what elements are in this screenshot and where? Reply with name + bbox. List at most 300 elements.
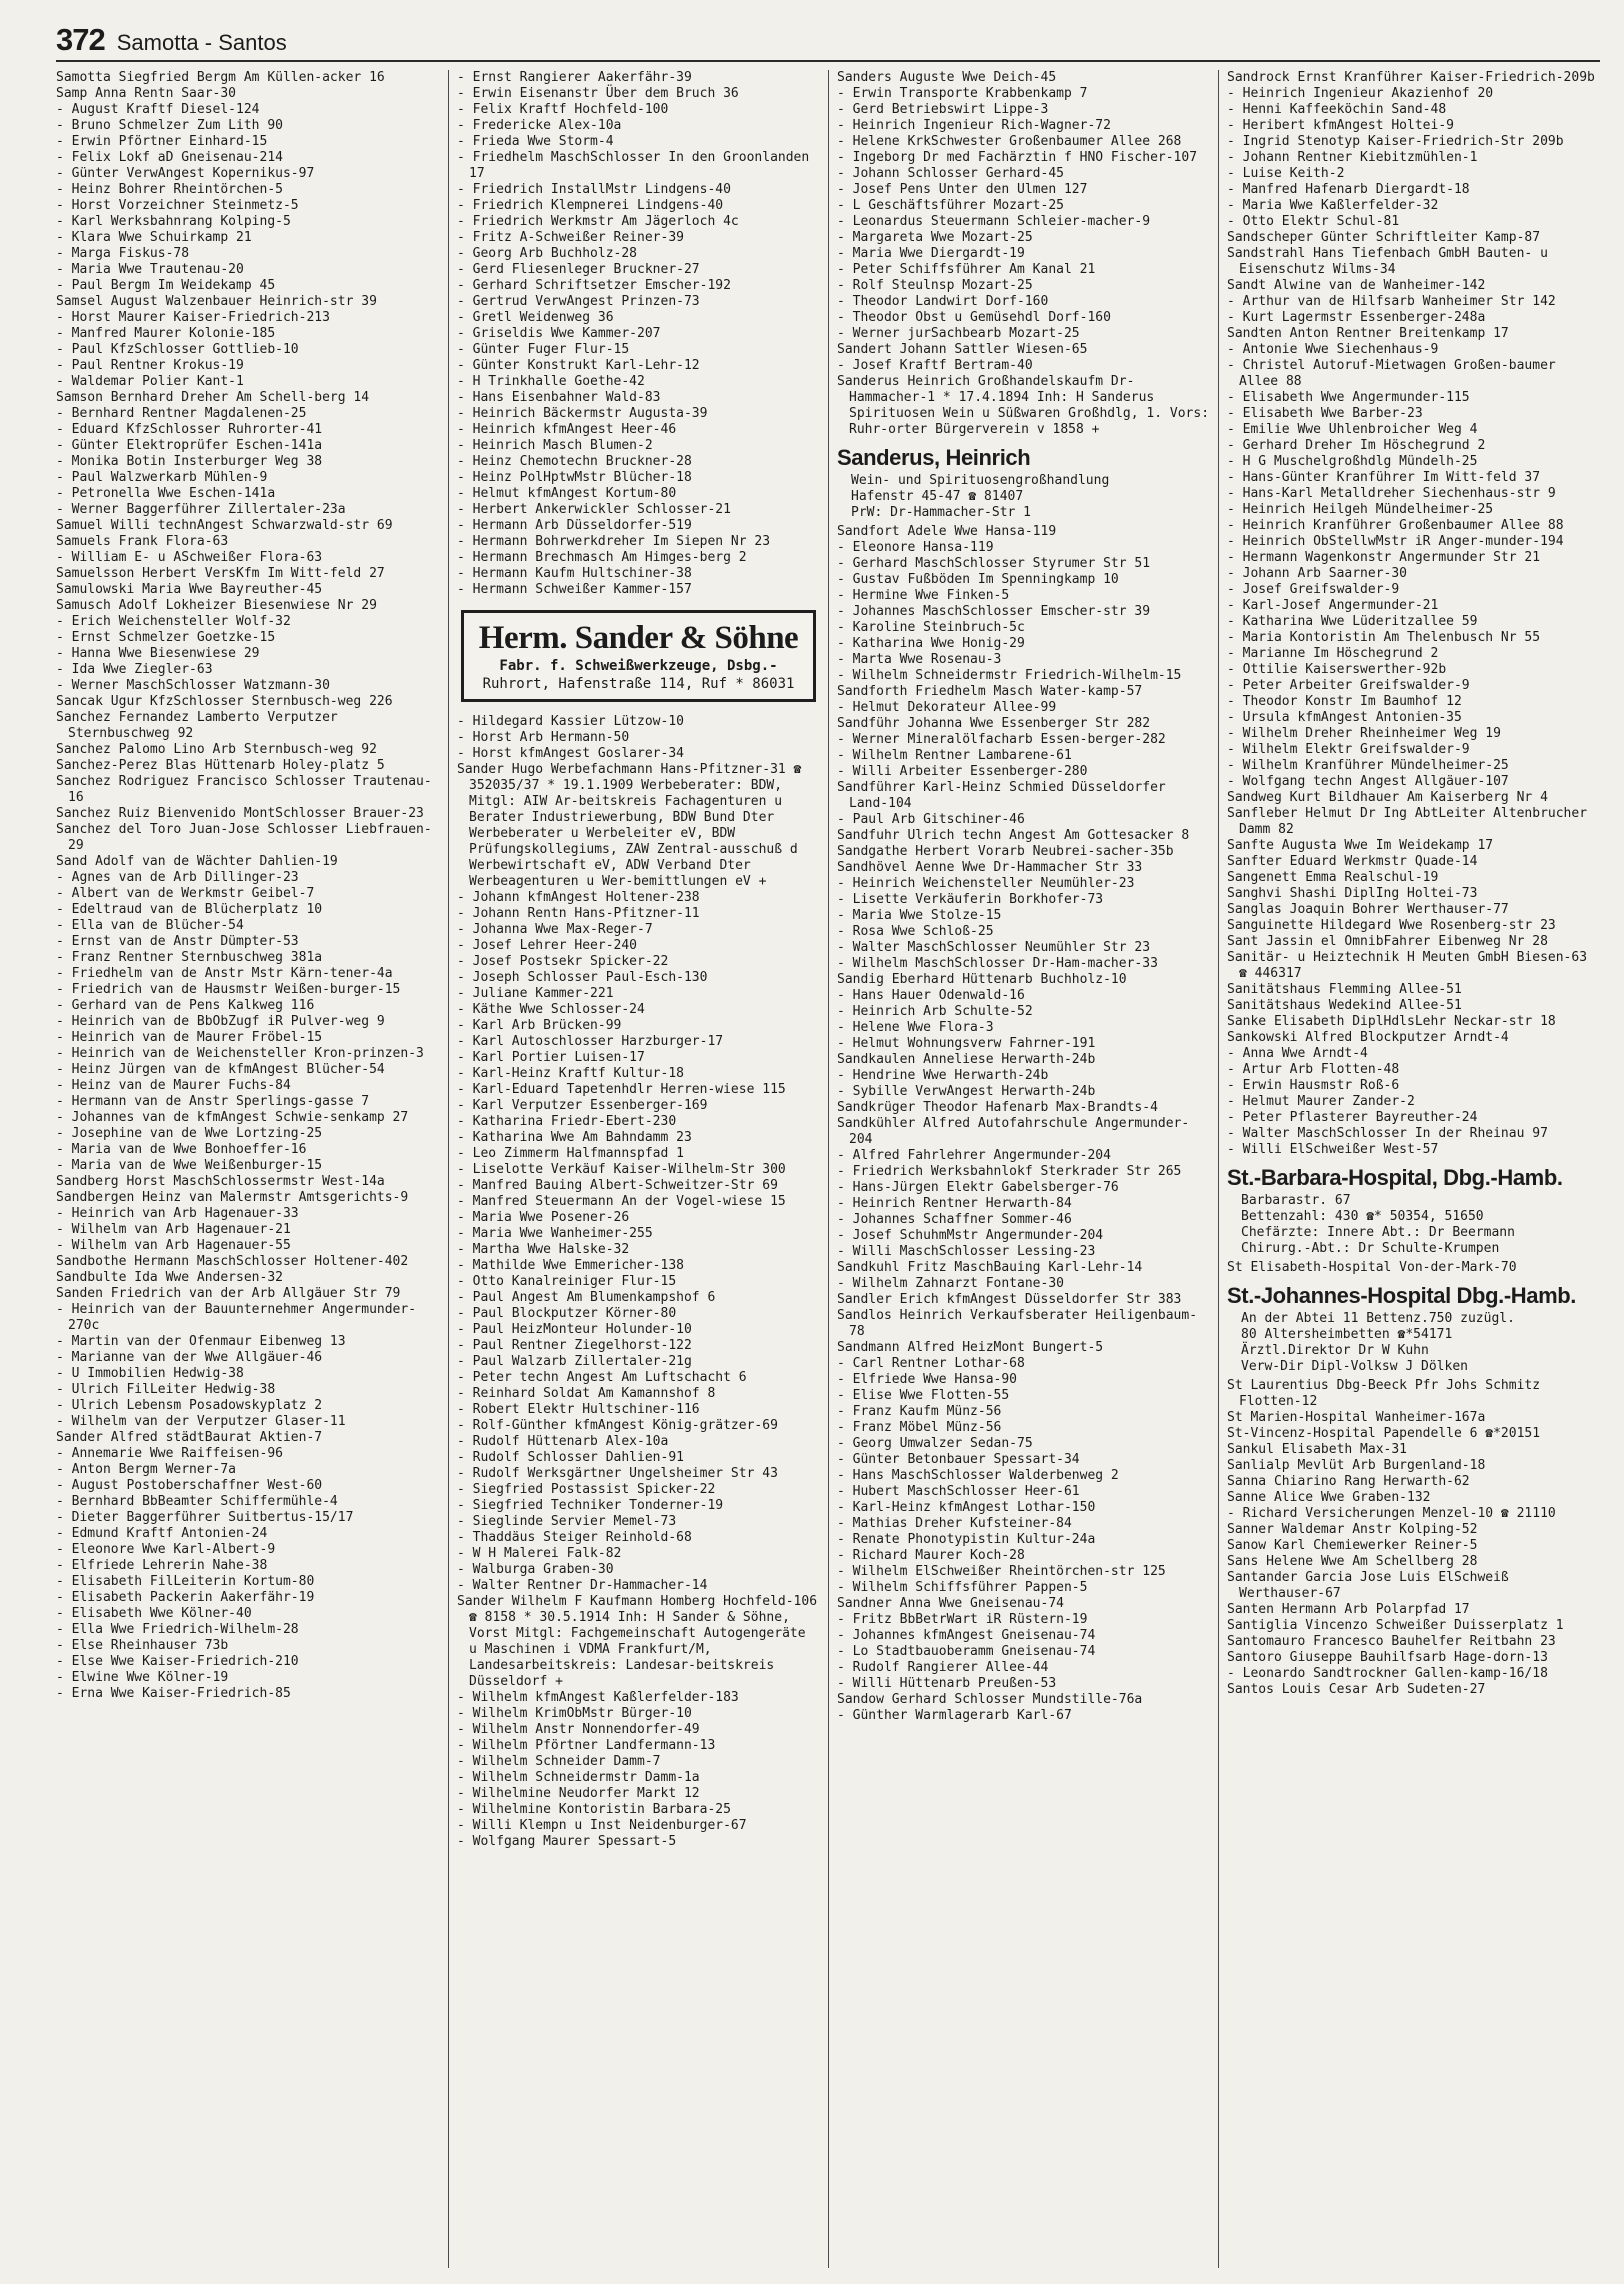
directory-entry: - Katharina Wwe Lüderitzallee 59 [1227, 614, 1478, 629]
directory-entry: - Robert Elektr Hultschiner-116 [457, 1402, 700, 1417]
directory-entry: - Johann kfmAngest Holtener-238 [457, 890, 700, 905]
directory-entry: - Hermann Bohrwerkdreher Im Siepen Nr 23 [457, 534, 771, 549]
advertisement-herm-sander [461, 610, 816, 702]
directory-entry: Sanchez Fernandez Lamberto Verputzer Sternbuschweg 92 [56, 710, 338, 741]
directory-entry: Samp Anna Rentn Saar-30 [56, 86, 237, 101]
directory-entry: - Erwin Eisenanstr Über dem Bruch 36 [457, 86, 739, 101]
directory-entry: - H Trinkhalle Goethe-42 [457, 374, 645, 389]
directory-entry: Sandweg Kurt Bildhauer Am Kaiserberg Nr 4 [1227, 790, 1548, 805]
directory-entry: - Eleonore Hansa-119 [837, 540, 994, 555]
directory-entry: - Fritz A-Schweißer Reiner-39 [457, 230, 684, 245]
directory-entry: - Paul Rentner Krokus-19 [56, 358, 244, 373]
directory-entry: Samuel Willi technAngest Schwarzwald-str 69 [56, 518, 393, 533]
directory-entry: Sanders Auguste Wwe Deich-45 [837, 70, 1057, 85]
directory-entry: - Antonie Wwe Siechenhaus-9 [1227, 342, 1439, 357]
directory-entry: Sandbergen Heinz van Malermstr Amtsgerichts-9 [56, 1190, 409, 1205]
directory-entry: Sandner Anna Wwe Gneisenau-74 [837, 1596, 1064, 1611]
directory-entry: Sanke Elisabeth DiplHdlsLehr Neckar-str 18 [1227, 1014, 1556, 1029]
directory-entry: - Heinz PolHptwMstr Blücher-18 [457, 470, 692, 485]
directory-entry: - Johann Arb Saarner-30 [1227, 566, 1408, 581]
directory-entry: - Hildegard Kassier Lützow-10 [457, 714, 684, 729]
directory-entry: - Hermann Schweißer Kammer-157 [457, 582, 692, 597]
directory-entry: - Walter MaschSchlosser In der Rheinau 97 [1227, 1126, 1548, 1141]
directory-entry: - Heinrich Ingenieur Rich-Wagner-72 [837, 118, 1111, 133]
directory-entry: - Wilhelm Rentner Lambarene-61 [837, 748, 1072, 763]
directory-entry: - Luise Keith-2 [1227, 166, 1345, 181]
directory-entry: - Josef Postsekr Spicker-22 [457, 954, 669, 969]
directory-entry: - Elfriede Wwe Hansa-90 [837, 1372, 1018, 1387]
directory-entry: - Käthe Wwe Schlosser-24 [457, 1002, 645, 1017]
directory-entry: - Heinrich Kranführer Großenbaumer Allee 88 [1227, 518, 1564, 533]
directory-entry: - Ernst van de Anstr Dümpter-53 [56, 934, 299, 949]
directory-entry: - Lisette Verkäuferin Borkhofer-73 [837, 892, 1104, 907]
hospital-detail: Chirurg.-Abt.: Dr Schulte-Krumpen [1241, 1241, 1500, 1256]
directory-entry: - Reinhard Soldat Am Kamannshof 8 [457, 1386, 716, 1401]
directory-entry: Sandhövel Aenne Wwe Dr-Hammacher Str 33 [837, 860, 1143, 875]
directory-entry: - Wilhelm Zahnarzt Fontane-30 [837, 1276, 1064, 1291]
directory-entry: - Karl-Josef Angermunder-21 [1227, 598, 1439, 613]
directory-entry: Sanderus Heinrich Großhandelskaufm Dr-Hammacher-1 * 17.4.1894 Inh: H Sanderus Spirituosen Wein u Süßwaren Großhdlg, 1. Vors: Ruhr-orter Bürgerverein v 1858 + [837, 374, 1210, 437]
directory-entry: Sandfuhr Ulrich techn Angest Am Gottesacker 8 [837, 828, 1190, 843]
ad-line-2: Ruhrort, Hafenstraße 114, Ruf * 86031 [482, 676, 795, 692]
directory-entry: - Anna Wwe Arndt-4 [1227, 1046, 1368, 1061]
page-number: 372 [56, 22, 105, 57]
directory-entry: - Ursula kfmAngest Antonien-35 [1227, 710, 1462, 725]
directory-entry: St Elisabeth-Hospital Von-der-Mark-70 [1227, 1260, 1517, 1275]
directory-entry: Sanchez-Perez Blas Hüttenarb Holey-platz 5 [56, 758, 385, 773]
hospital-st-barbara [1227, 1164, 1596, 1257]
directory-entry: - Maria van de Wwe Bonhoeffer-16 [56, 1142, 307, 1157]
directory-entry: - Franz Möbel Münz-56 [837, 1420, 1002, 1435]
directory-entry: - Katharina Wwe Am Bahndamm 23 [457, 1130, 692, 1145]
directory-entry: - Elisabeth Packerin Aakerfähr-19 [56, 1590, 315, 1605]
directory-entry: Sandmann Alfred HeizMont Bungert-5 [837, 1340, 1104, 1355]
directory-entry: - Kurt Lagermstr Essenberger-248a [1227, 310, 1486, 325]
directory-entry: - Friedrich Klempnerei Lindgens-40 [457, 198, 724, 213]
directory-entry: Sanfleber Helmut Dr Ing AbtLeiter Altenbrucher Damm 82 [1227, 806, 1588, 837]
directory-entry: - Rosa Wwe Schloß-25 [837, 924, 994, 939]
directory-entry: - Juliane Kammer-221 [457, 986, 614, 1001]
directory-entry: - Wilhelm Schneidermstr Friedrich-Wilhelm-15 [837, 668, 1182, 683]
directory-entry: Sanchez del Toro Juan-Jose Schlosser Liebfrauen-29 [56, 822, 432, 853]
directory-entry: - Ernst Rangierer Aakerfähr-39 [457, 70, 692, 85]
directory-entry: - Karl Verputzer Essenberger-169 [457, 1098, 708, 1113]
directory-entry: - Heinrich van Arb Hagenauer-33 [56, 1206, 299, 1221]
directory-entry: Samusch Adolf Lokheizer Biesenwiese Nr 29 [56, 598, 377, 613]
directory-entry: - Georg Umwalzer Sedan-75 [837, 1436, 1033, 1451]
directory-entry: - Maria Wwe Kaßlerfelder-32 [1227, 198, 1439, 213]
directory-entry: Sand Adolf van de Wächter Dahlien-19 [56, 854, 338, 869]
directory-entry: - Heinrich kfmAngest Heer-46 [457, 422, 677, 437]
directory-entry: Sandig Eberhard Hüttenarb Buchholz-10 [837, 972, 1127, 987]
directory-entry: - Paul Blockputzer Körner-80 [457, 1306, 677, 1321]
directory-entry: - Heinrich Heilgeh Mündelheimer-25 [1227, 502, 1494, 517]
directory-entry: - Friedrich Werksbahnlokf Sterkrader Str 265 [837, 1164, 1182, 1179]
directory-entry: - Theodor Landwirt Dorf-160 [837, 294, 1049, 309]
directory-entry: - Christel Autoruf-Mietwagen Großen-baumer Allee 88 [1227, 358, 1556, 389]
directory-entry: - Albert van de Werkmstr Geibel-7 [56, 886, 315, 901]
directory-entry: Sandführ Johanna Wwe Essenberger Str 282 [837, 716, 1151, 731]
column-2 [449, 70, 829, 2268]
directory-entry: - Thaddäus Steiger Reinhold-68 [457, 1530, 692, 1545]
directory-entry: - Erwin Pförtner Einhard-15 [56, 134, 268, 149]
directory-entry: - Georg Arb Buchholz-28 [457, 246, 638, 261]
directory-entry: - Anton Bergm Werner-7a [56, 1462, 237, 1477]
directory-entry: - Maria Wwe Trautenau-20 [56, 262, 244, 277]
directory-entry: - Dieter Baggerführer Suitbertus-15/17 [56, 1510, 354, 1525]
directory-entry: - Hans Eisenbahner Wald-83 [457, 390, 661, 405]
directory-entry: - Maria van de Wwe Weißenburger-15 [56, 1158, 323, 1173]
directory-entry: - Josef Kraftf Bertram-40 [837, 358, 1033, 373]
directory-entry: - Paul Walzarb Zillertaler-21g [457, 1354, 692, 1369]
directory-entry: - Heinrich Bäckermstr Augusta-39 [457, 406, 708, 421]
directory-entry: - Heinrich Rentner Herwarth-84 [837, 1196, 1072, 1211]
hospital-detail: Barbarastr. 67 [1241, 1193, 1351, 1208]
directory-entry: Santos Louis Cesar Arb Sudeten-27 [1227, 1682, 1486, 1697]
directory-entry: Sandt Alwine van de Wanheimer-142 [1227, 278, 1486, 293]
directory-entry: - Erwin Transporte Krabbenkamp 7 [837, 86, 1088, 101]
directory-entry: - Wilhelm Anstr Nonnendorfer-49 [457, 1722, 700, 1737]
directory-entry: - Wilhelm Schiffsführer Pappen-5 [837, 1580, 1088, 1595]
directory-entry: - Liselotte Verkäuf Kaiser-Wilhelm-Str 300 [457, 1162, 786, 1177]
directory-entry: - Horst Maurer Kaiser-Friedrich-213 [56, 310, 330, 325]
directory-entry: - Hermann Kaufm Hultschiner-38 [457, 566, 692, 581]
directory-entry: - Leo Zimmerm Halfmannspfad 1 [457, 1146, 684, 1161]
directory-entry: - Walter Rentner Dr-Hammacher-14 [457, 1578, 708, 1593]
directory-entry: - H G Muschelgroßhdlg Mündelh-25 [1227, 454, 1478, 469]
directory-entry: - Heinz Jürgen van de kfmAngest Blücher-54 [56, 1062, 385, 1077]
directory-entry: - Johannes kfmAngest Gneisenau-74 [837, 1628, 1096, 1643]
directory-entry: Sandstrahl Hans Tiefenbach GmbH Bauten- u Eisenschutz Wilms-34 [1227, 246, 1548, 277]
directory-entry: - Lo Stadtbauoberamm Gneisenau-74 [837, 1644, 1096, 1659]
directory-entry: - Günter VerwAngest Kopernikus-97 [56, 166, 315, 181]
directory-entry: - Wilhelm MaschSchlosser Dr-Ham-macher-33 [837, 956, 1158, 971]
directory-entry: - Paul Walzwerkarb Mühlen-9 [56, 470, 268, 485]
directory-entry: - Friedrich van de Hausmstr Weißen-burger-15 [56, 982, 401, 997]
directory-entry: - Marga Fiskus-78 [56, 246, 190, 261]
directory-entry: - Gerd Betriebswirt Lippe-3 [837, 102, 1049, 117]
directory-entry: Sandten Anton Rentner Breitenkamp 17 [1227, 326, 1509, 341]
directory-entry: - Hans-Karl Metalldreher Siechenhaus-str 9 [1227, 486, 1556, 501]
directory-entry: - Gerhard MaschSchlosser Styrumer Str 51 [837, 556, 1151, 571]
column-1 [56, 70, 449, 2268]
directory-entry: - Karoline Steinbruch-5c [837, 620, 1025, 635]
firm-detail-3: PrW: Dr-Hammacher-Str 1 [851, 505, 1032, 520]
directory-entry: - Elise Wwe Flotten-55 [837, 1388, 1010, 1403]
directory-entry: - Hanna Wwe Biesenwiese 29 [56, 646, 260, 661]
directory-entry: - Maria Kontoristin Am Thelenbusch Nr 55 [1227, 630, 1541, 645]
directory-entry: - Hermann van de Anstr Sperlings-gasse 7 [56, 1094, 370, 1109]
directory-entry: - Ingeborg Dr med Fachärztin f HNO Fischer-107 [837, 150, 1198, 165]
directory-entry: - Erwin Hausmstr Roß-6 [1227, 1078, 1400, 1093]
directory-entry: - August Kraftf Diesel-124 [56, 102, 260, 117]
hospital-detail: An der Abtei 11 Bettenz.750 zuzügl. [1241, 1311, 1515, 1326]
directory-entry: - Karl Autoschlosser Harzburger-17 [457, 1034, 724, 1049]
directory-entry: - Gerhard Schriftsetzer Emscher-192 [457, 278, 731, 293]
directory-entry: - Erich Weichensteller Wolf-32 [56, 614, 291, 629]
directory-entry: Sanitätshaus Flemming Allee-51 [1227, 982, 1462, 997]
directory-entry: - Carl Rentner Lothar-68 [837, 1356, 1025, 1371]
hospital-st-johannes [1227, 1282, 1596, 1375]
directory-entry: - Hans Hauer Odenwald-16 [837, 988, 1025, 1003]
directory-entry: - Helene Wwe Flora-3 [837, 1020, 994, 1035]
directory-entry: - Else Rheinhauser 73b [56, 1638, 229, 1653]
directory-entry: Sandgathe Herbert Vorarb Neubrei-sacher-35b [837, 844, 1174, 859]
directory-entry: - Karl-Heinz kfmAngest Lothar-150 [837, 1500, 1096, 1515]
firm-heading: Sanderus, Heinrich [837, 445, 1031, 470]
firm-detail-2: Hafenstr 45-47 ☎ 81407 [851, 489, 1024, 504]
directory-entry: - Karl Portier Luisen-17 [457, 1050, 645, 1065]
directory-entry: - Manfred Hafenarb Diergardt-18 [1227, 182, 1470, 197]
directory-entry: - Ernst Schmelzer Goetzke-15 [56, 630, 276, 645]
directory-entry: - Hermann Brechmasch Am Himges-berg 2 [457, 550, 747, 565]
directory-entry: - Otto Elektr Schul-81 [1227, 214, 1400, 229]
directory-entry: - Fritz BbBetrWart iR Rüstern-19 [837, 1612, 1088, 1627]
directory-entry: - Wilhelm van der Verputzer Glaser-11 [56, 1414, 346, 1429]
directory-entry: - Arthur van de Hilfsarb Wanheimer Str 142 [1227, 294, 1556, 309]
directory-entry: Sandfort Adele Wwe Hansa-119 [837, 524, 1057, 539]
directory-entry: - Martha Wwe Halske-32 [457, 1242, 630, 1257]
directory-entry: - W H Malerei Falk-82 [457, 1546, 622, 1561]
directory-entry: - Wilhelm Schneider Damm-7 [457, 1754, 661, 1769]
directory-entry: - Hermine Wwe Finken-5 [837, 588, 1010, 603]
directory-entry: Sangenett Emma Realschul-19 [1227, 870, 1439, 885]
directory-entry: - Waldemar Polier Kant-1 [56, 374, 244, 389]
directory-entry: - Maria Wwe Wanheimer-255 [457, 1226, 653, 1241]
directory-entry: - Ida Wwe Ziegler-63 [56, 662, 213, 677]
directory-entry: Sankowski Alfred Blockputzer Arndt-4 [1227, 1030, 1509, 1045]
directory-entry: - Wilhelm van Arb Hagenauer-21 [56, 1222, 291, 1237]
directory-entry: Sanguinette Hildegard Wwe Rosenberg-str 23 [1227, 918, 1556, 933]
directory-entry: - Rudolf Hüttenarb Alex-10a [457, 1434, 669, 1449]
directory-entry: - Gerd Fliesenleger Bruckner-27 [457, 262, 700, 277]
directory-entry: - Gertrud VerwAngest Prinzen-73 [457, 294, 700, 309]
directory-entry: - Maria Wwe Diergardt-19 [837, 246, 1025, 261]
directory-entry: - Manfred Steuermann An der Vogel-wiese 15 [457, 1194, 786, 1209]
directory-entry: Sans Helene Wwe Am Schellberg 28 [1227, 1554, 1478, 1569]
directory-entry: - Günter Betonbauer Spessart-34 [837, 1452, 1080, 1467]
directory-entry: - Horst kfmAngest Goslarer-34 [457, 746, 684, 761]
directory-entry: - Erna Wwe Kaiser-Friedrich-85 [56, 1686, 291, 1701]
directory-entry: - Marta Wwe Rosenau-3 [837, 652, 1002, 667]
directory-entry: St Laurentius Dbg-Beeck Pfr Johs Schmitz Flotten-12 [1227, 1378, 1541, 1409]
directory-entry: - Heinz Bohrer Rheintörchen-5 [56, 182, 283, 197]
directory-entry: Sandbulte Ida Wwe Andersen-32 [56, 1270, 283, 1285]
column-4 [1219, 70, 1604, 2268]
directory-entry: St-Vincenz-Hospital Papendelle 6 ☎*20151 [1227, 1426, 1541, 1441]
directory-entry: - Hendrine Wwe Herwarth-24b [837, 1068, 1049, 1083]
column-3 [829, 70, 1219, 2268]
directory-entry: - Josef Pens Unter den Ulmen 127 [837, 182, 1088, 197]
directory-entry: Samuels Frank Flora-63 [56, 534, 229, 549]
directory-entry: Sanfte Augusta Wwe Im Weidekamp 17 [1227, 838, 1494, 853]
directory-entry: Sandforth Friedhelm Masch Water-kamp-57 [837, 684, 1143, 699]
directory-entry: Sant Jassin el OmnibFahrer Eibenweg Nr 28 [1227, 934, 1548, 949]
directory-entry: - Edmund Kraftf Antonien-24 [56, 1526, 268, 1541]
directory-entry: - Johannes Schaffner Sommer-46 [837, 1212, 1072, 1227]
ad-title: Herm. Sander & Söhne [478, 620, 799, 656]
directory-entry: - Bernhard BbBeamter Schiffermühle-4 [56, 1494, 338, 1509]
directory-entry: Sandführer Karl-Heinz Schmied Düsseldorfer Land-104 [837, 780, 1166, 811]
directory-entry: - Eleonore Wwe Karl-Albert-9 [56, 1542, 276, 1557]
directory-entry: - Joseph Schlosser Paul-Esch-130 [457, 970, 708, 985]
directory-entry: - Horst Arb Hermann-50 [457, 730, 630, 745]
directory-entry: - Edeltraud van de Blücherplatz 10 [56, 902, 323, 917]
directory-entry: - Friedhelm van de Anstr Mstr Kärn-tener-4a [56, 966, 393, 981]
directory-entry: - Herbert Ankerwickler Schlosser-21 [457, 502, 731, 517]
directory-entry: - Rolf Steulnsp Mozart-25 [837, 278, 1033, 293]
directory-entry: - Gerhard Dreher Im Höschegrund 2 [1227, 438, 1486, 453]
directory-entry: Sanghvi Shashi DiplIng Holtei-73 [1227, 886, 1478, 901]
directory-entry: - Else Wwe Kaiser-Friedrich-210 [56, 1654, 299, 1669]
hospital-detail: Bettenzahl: 430 ☎* 50354, 51650 [1241, 1209, 1484, 1224]
directory-entry: - Willi Arbeiter Essenberger-280 [837, 764, 1088, 779]
directory-entry: - Paul Rentner Ziegelhorst-122 [457, 1338, 692, 1353]
directory-entry: - Peter Arbeiter Greifswalder-9 [1227, 678, 1470, 693]
directory-entry: - Wilhelm ElSchweißer Rheintörchen-str 125 [837, 1564, 1166, 1579]
directory-entry: - Mathilde Wwe Emmericher-138 [457, 1258, 684, 1273]
directory-entry: - Ulrich FilLeiter Hedwig-38 [56, 1382, 276, 1397]
directory-entry: - Otto Kanalreiniger Flur-15 [457, 1274, 677, 1289]
directory-entry: - Helmut Wohnungsverw Fahrner-191 [837, 1036, 1096, 1051]
directory-entry: - Klara Wwe Schuirkamp 21 [56, 230, 252, 245]
directory-entry: Sanlialp Mevlüt Arb Burgenland-18 [1227, 1458, 1486, 1473]
directory-entry: - Peter Schiffsführer Am Kanal 21 [837, 262, 1096, 277]
directory-entry: Sanitätshaus Wedekind Allee-51 [1227, 998, 1462, 1013]
directory-entry: - Josef Greifswalder-9 [1227, 582, 1400, 597]
directory-entry: - Heinrich van der Bauunternehmer Angermunder-270c [56, 1302, 417, 1333]
directory-entry: - Franz Kaufm Münz-56 [837, 1404, 1002, 1419]
directory-entry: Santen Hermann Arb Polarpfad 17 [1227, 1602, 1470, 1617]
directory-entry: - Heinrich van de Maurer Fröbel-15 [56, 1030, 323, 1045]
directory-entry: - Wilhelmine Neudorfer Markt 12 [457, 1786, 700, 1801]
directory-entry: - Rudolf Schlosser Dahlien-91 [457, 1450, 684, 1465]
directory-entry: Sandler Erich kfmAngest Düsseldorfer Str 383 [837, 1292, 1182, 1307]
ad-line-1: Fabr. f. Schweißwerkzeuge, Dsbg.- [499, 658, 778, 674]
directory-entry: - Paul Bergm Im Weidekamp 45 [56, 278, 276, 293]
directory-entry: - Elisabeth FilLeiterin Kortum-80 [56, 1574, 315, 1589]
directory-entry: - Sieglinde Servier Memel-73 [457, 1514, 677, 1529]
directory-entry: - Wilhelm van Arb Hagenauer-55 [56, 1238, 291, 1253]
directory-entry: - Bernhard Rentner Magdalenen-25 [56, 406, 307, 421]
directory-entry: - Rudolf Werksgärtner Ungelsheimer Str 43 [457, 1466, 778, 1481]
directory-entry: - Ingrid Stenotyp Kaiser-Friedrich-Str 209b [1227, 134, 1564, 149]
directory-entry: - Elwine Wwe Kölner-19 [56, 1670, 229, 1685]
directory-entry: - Heinrich Weichensteller Neumühler-23 [837, 876, 1135, 891]
directory-entry: - Margareta Wwe Mozart-25 [837, 230, 1033, 245]
directory-entry: - Johann Schlosser Gerhard-45 [837, 166, 1064, 181]
directory-entry: Sanchez Rodriguez Francisco Schlosser Trautenau-16 [56, 774, 432, 805]
directory-entry: Sanden Friedrich van der Arb Allgäuer Str 79 [56, 1286, 401, 1301]
directory-entry: - Rolf-Günther kfmAngest König-grätzer-69 [457, 1418, 778, 1433]
directory-entry: Sandlos Heinrich Verkaufsberater Heiligenbaum-78 [837, 1308, 1198, 1339]
directory-entry: - Willi ElSchweißer West-57 [1227, 1142, 1439, 1157]
directory-entry: - Wilhelm KrimObMstr Bürger-10 [457, 1706, 692, 1721]
directory-entry: Sandscheper Günter Schriftleiter Kamp-87 [1227, 230, 1541, 245]
directory-entry: - Mathias Dreher Kufsteiner-84 [837, 1516, 1072, 1531]
directory-entry: Samotta Siegfried Bergm Am Küllen-acker 16 [56, 70, 385, 85]
directory-entry: Sander Wilhelm F Kaufmann Homberg Hochfeld-106 ☎ 8158 * 30.5.1914 Inh: H Sander & Söhne, Vorst Mitgl: Fachgemeinschaft Autogengeräte u Maschinen i VDMA Frankfurt/M, Landesarbeitskreis: Landesar-beitskreis Düsseldorf + [457, 1594, 818, 1689]
directory-entry: - Marianne Im Höschegrund 2 [1227, 646, 1439, 661]
directory-entry: - Heinz van de Maurer Fuchs-84 [56, 1078, 291, 1093]
directory-entry: - Ulrich Lebensm Posadowskyplatz 2 [56, 1398, 323, 1413]
directory-entry: - Günter Fuger Flur-15 [457, 342, 630, 357]
directory-entry: - Katharina Wwe Honig-29 [837, 636, 1025, 651]
directory-entry: Sanitär- u Heiztechnik H Meuten GmbH Biesen-63 ☎ 446317 [1227, 950, 1588, 981]
directory-entry: - Richard Maurer Koch-28 [837, 1548, 1025, 1563]
hospital-detail: 80 Altersheimbetten ☎*54171 [1241, 1327, 1453, 1342]
directory-entry: - Wilhelm Pförtner Landfermann-13 [457, 1738, 716, 1753]
directory-entry: - Siegfried Postassist Spicker-22 [457, 1482, 716, 1497]
directory-entry: - Leonardus Steuermann Schleier-macher-9 [837, 214, 1151, 229]
directory-entry: - Wilhelm Elektr Greifswalder-9 [1227, 742, 1470, 757]
directory-entry: - Ella Wwe Friedrich-Wilhelm-28 [56, 1622, 299, 1637]
directory-entry: - August Postoberschaffner West-60 [56, 1478, 323, 1493]
directory-entry: - Werner jurSachbearb Mozart-25 [837, 326, 1080, 341]
directory-entry: Sankul Elisabeth Max-31 [1227, 1442, 1408, 1457]
directory-entry: - Wilhelm kfmAngest Kaßlerfelder-183 [457, 1690, 739, 1705]
directory-entry: Sanchez Ruiz Bienvenido MontSchlosser Brauer-23 [56, 806, 424, 821]
directory-entry: Sandbothe Hermann MaschSchlosser Holtener-402 [56, 1254, 409, 1269]
directory-entry: St Marien-Hospital Wanheimer-167a [1227, 1410, 1486, 1425]
hospital-heading: St.-Johannes-Hospital Dbg.-Hamb. [1227, 1283, 1576, 1308]
directory-entry: - William E- u ASchweißer Flora-63 [56, 550, 323, 565]
directory-entry: Sandkrüger Theodor Hafenarb Max-Brandts-4 [837, 1100, 1158, 1115]
directory-entry: - Gretl Weidenweg 36 [457, 310, 614, 325]
directory-entry: - Eduard KfzSchlosser Ruhrorter-41 [56, 422, 323, 437]
directory-entry: - Helmut kfmAngest Kortum-80 [457, 486, 677, 501]
directory-entry: - Hans-Günter Kranführer Im Witt-feld 37 [1227, 470, 1541, 485]
directory-entry: - Alfred Fahrlehrer Angermunder-204 [837, 1148, 1111, 1163]
directory-entry: - Walter MaschSchlosser Neumühler Str 23 [837, 940, 1151, 955]
directory-entry: - Annemarie Wwe Raiffeisen-96 [56, 1446, 283, 1461]
directory-entry: Sandow Gerhard Schlosser Mundstille-76a [837, 1692, 1143, 1707]
directory-entry: - Ella van de Blücher-54 [56, 918, 244, 933]
directory-entry: - Willi MaschSchlosser Lessing-23 [837, 1244, 1096, 1259]
directory-entry: - Heinrich Arb Schulte-52 [837, 1004, 1033, 1019]
directory-entry: - Wilhelm Dreher Rheinheimer Weg 19 [1227, 726, 1501, 741]
directory-entry: - Hans MaschSchlosser Walderbenweg 2 [837, 1468, 1119, 1483]
directory-entry: - Hermann Arb Düsseldorfer-519 [457, 518, 692, 533]
directory-entry: - Günter Konstrukt Karl-Lehr-12 [457, 358, 700, 373]
directory-entry: Samsel August Walzenbauer Heinrich-str 39 [56, 294, 377, 309]
directory-entry: - Willi Hüttenarb Preußen-53 [837, 1676, 1057, 1691]
directory-entry: - Agnes van de Arb Dillinger-23 [56, 870, 299, 885]
directory-entry: - Heinrich van de BbObZugf iR Pulver-weg 9 [56, 1014, 385, 1029]
directory-entry: - Helmut Maurer Zander-2 [1227, 1094, 1415, 1109]
directory-entry: - Theodor Obst u Gemüsehdl Dorf-160 [837, 310, 1111, 325]
directory-entry: - Richard Versicherungen Menzel-10 ☎ 21110 [1227, 1506, 1556, 1521]
directory-entry: - Emilie Wwe Uhlenbroicher Weg 4 [1227, 422, 1478, 437]
directory-entry: - Elisabeth Wwe Kölner-40 [56, 1606, 252, 1621]
directory-entry: - L Geschäftsführer Mozart-25 [837, 198, 1064, 213]
directory-entry: - Martin van der Ofenmaur Eibenweg 13 [56, 1334, 346, 1349]
directory-entry: - Gustav Fußböden Im Spenningkamp 10 [837, 572, 1119, 587]
directory-entry: - Helmut Dekorateur Allee-99 [837, 700, 1057, 715]
directory-entry: - Werner Mineralölfacharb Essen-berger-282 [837, 732, 1166, 747]
directory-entry: Sanchez Palomo Lino Arb Sternbusch-weg 92 [56, 742, 377, 757]
directory-entry: Samson Bernhard Dreher Am Schell-berg 14 [56, 390, 370, 405]
directory-entry: - Marianne van der Wwe Allgäuer-46 [56, 1350, 323, 1365]
directory-entry: - Helene KrkSchwester Großenbaumer Allee 268 [837, 134, 1182, 149]
directory-entry: Sandberg Horst MaschSchlossermstr West-14a [56, 1174, 385, 1189]
directory-entry: - U Immobilien Hedwig-38 [56, 1366, 244, 1381]
directory-entry: - Hans-Jürgen Elektr Gabelsberger-76 [837, 1180, 1119, 1195]
directory-entry: - Johanna Wwe Max-Reger-7 [457, 922, 653, 937]
directory-entry: - Leonardo Sandtrockner Gallen-kamp-16/18 [1227, 1666, 1548, 1681]
directory-entry: Samuelsson Herbert VersKfm Im Witt-feld 27 [56, 566, 385, 581]
directory-entry: - Karl Werksbahnrang Kolping-5 [56, 214, 291, 229]
